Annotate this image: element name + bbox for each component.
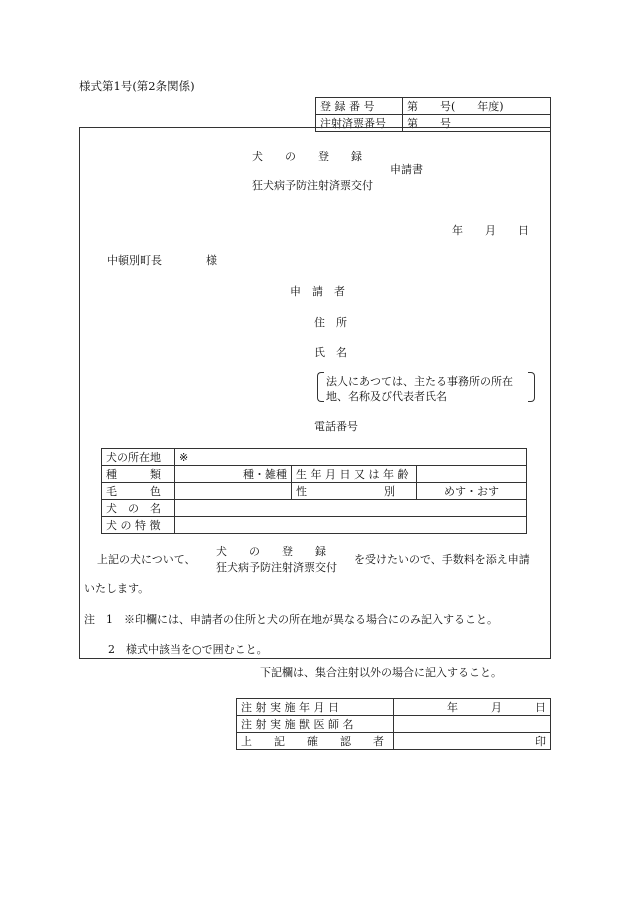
dog-birth-field[interactable] bbox=[417, 466, 527, 483]
vaccination-record-table bbox=[236, 698, 551, 750]
confirmer-label: 上 記 確 認 者 bbox=[237, 733, 394, 750]
dog-color-label: 毛 色 bbox=[102, 483, 175, 500]
dog-name-field[interactable] bbox=[175, 500, 527, 517]
dog-name-label: 犬 の 名 bbox=[102, 500, 175, 517]
application-date: 年 月 日 bbox=[452, 224, 529, 237]
title-application: 申請書 bbox=[390, 163, 423, 176]
addressee: 中頓別町長 様 bbox=[107, 254, 217, 267]
dog-info-table bbox=[101, 448, 527, 534]
request-vaccination: 狂犬病予防注射済票交付 bbox=[216, 561, 337, 574]
note-1: 注 1 ※印欄には、申請者の住所と犬の所在地が異なる場合にのみ記入すること。 bbox=[84, 613, 498, 626]
registration-number-label: 登 録 番 号 bbox=[316, 98, 403, 115]
applicant-header: 申 請 者 bbox=[290, 285, 345, 298]
confirmer-seal-field[interactable]: 印 bbox=[394, 733, 551, 750]
below-section-note: 下記欄は、集合注射以外の場合に記入すること。 bbox=[260, 666, 502, 679]
right-bracket bbox=[528, 372, 535, 402]
request-suffix: を受けたいので、手数料を添え申請 bbox=[354, 553, 530, 566]
corporate-note-line1: 法人にあつては、主たる事務所の所在 bbox=[326, 375, 513, 388]
registration-number-field[interactable]: 第 号( 年度) bbox=[403, 98, 551, 115]
dog-birth-label: 生 年 月 日 又 は 年 齢 bbox=[292, 466, 417, 483]
vaccination-date-field[interactable]: 年 月 日 bbox=[394, 699, 551, 716]
applicant-name-label: 氏 名 bbox=[314, 346, 347, 359]
application-form-box bbox=[79, 127, 551, 659]
request-closing: いたします。 bbox=[84, 582, 150, 595]
title-line-registration: 犬 の 登 録 bbox=[252, 150, 362, 163]
form-number-label: 様式第1号(第2条関係) bbox=[79, 79, 195, 93]
dog-type-label: 種 類 bbox=[102, 466, 175, 483]
corporate-note-line2: 地、名称及び代表者氏名 bbox=[326, 390, 447, 403]
left-bracket bbox=[317, 372, 324, 402]
dog-breed-field[interactable]: 種・雑種 bbox=[175, 466, 292, 483]
ticket-number-field[interactable]: 第 号 bbox=[403, 115, 551, 132]
applicant-address-label: 住 所 bbox=[314, 316, 347, 329]
vet-name-field[interactable] bbox=[394, 716, 551, 733]
dog-color-field[interactable] bbox=[175, 483, 292, 500]
dog-features-field[interactable] bbox=[175, 517, 527, 534]
note-2: 2 様式中該当を○で囲むこと。 bbox=[108, 643, 268, 656]
dog-sex-field[interactable]: めす・おす bbox=[417, 483, 527, 500]
phone-label: 電話番号 bbox=[314, 420, 358, 433]
dog-features-label: 犬 の 特 徴 bbox=[102, 517, 175, 534]
dog-sex-label: 性 別 bbox=[292, 483, 417, 500]
vaccination-date-label: 注 射 実 施 年 月 日 bbox=[237, 699, 394, 716]
dog-location-field[interactable]: ※ bbox=[175, 449, 527, 466]
request-registration: 犬 の 登 録 bbox=[216, 545, 326, 558]
dog-location-label: 犬の所在地 bbox=[102, 449, 175, 466]
vet-name-label: 注 射 実 施 獣 医 師 名 bbox=[237, 716, 394, 733]
title-line-vaccination: 狂犬病予防注射済票交付 bbox=[252, 179, 373, 192]
request-prefix: 上記の犬について、 bbox=[97, 553, 196, 566]
ticket-number-label: 注射済票番号 bbox=[316, 115, 403, 132]
